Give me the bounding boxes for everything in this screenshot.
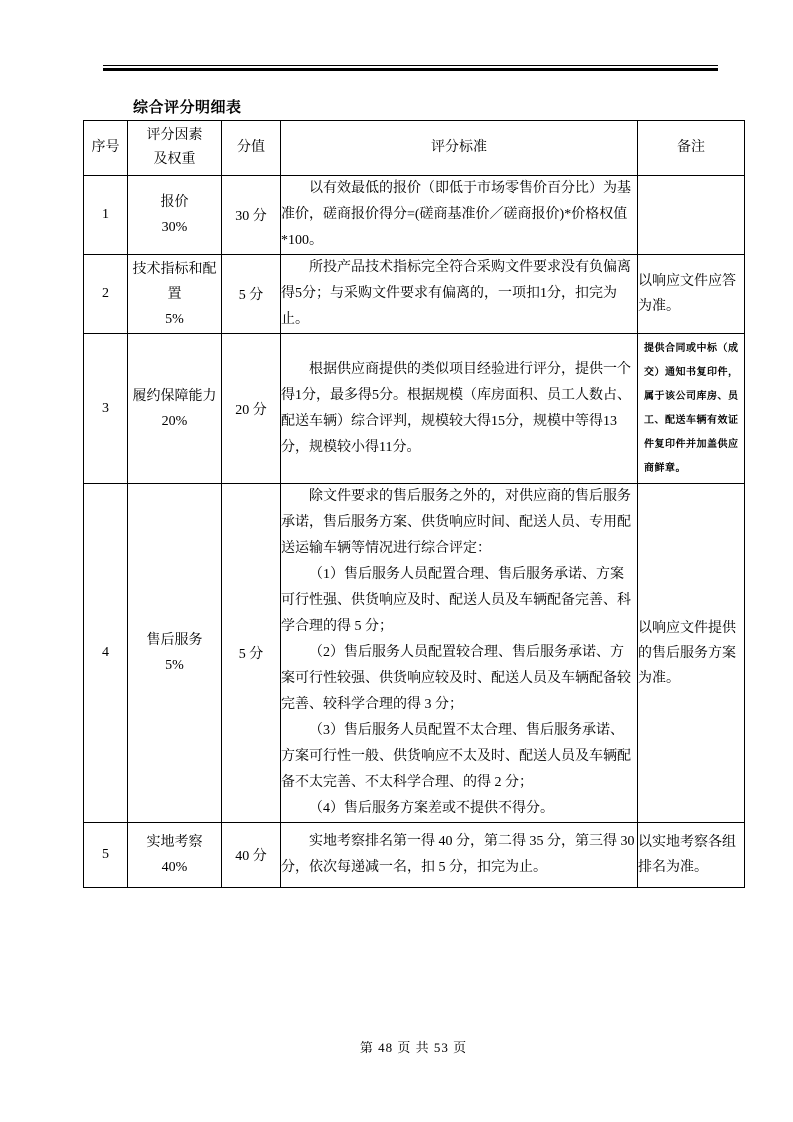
remark-cell <box>638 176 745 255</box>
criteria-paragraph: （2）售后服务人员配置较合理、售后服务承诺、方案可行性较强、供货响应较及时、配送人员及车辆配备较完善、较科学合理的得 3 分； <box>281 645 631 712</box>
header-rule-thick-line <box>103 68 718 71</box>
remark-cell: 以实地考察各组排名为准。 <box>638 823 745 888</box>
criteria-paragraph: （3）售后服务人员配置不太合理、售后服务承诺、方案可行性一般、供货响应不太及时、配送人员及车辆配备不太完善、不太科学合理、的得 2 分； <box>281 723 631 790</box>
criteria-cell <box>281 255 638 334</box>
header-rule <box>103 65 718 71</box>
table-row <box>84 176 745 255</box>
criteria-paragraph: （4）售后服务方案差或不提供不得分。 <box>309 801 554 816</box>
remark-cell: 提供合同或中标（成交）通知书复印件，属于该公司库房、员工、配送车辆有效证件复印件并加盖供应商鲜章。 <box>638 334 745 484</box>
factor-name: 技术指标和配置 <box>132 261 217 302</box>
remark-cell: 以响应文件提供的售后服务方案为准。 <box>638 484 745 823</box>
row-number: 4 <box>84 484 128 823</box>
factor-cell <box>128 484 222 823</box>
factor-weight: 30% <box>161 220 188 235</box>
criteria-cell <box>281 484 638 823</box>
table-row <box>84 823 745 888</box>
factor-name: 报价 <box>160 195 189 210</box>
score-cell: 5 分 <box>222 484 281 823</box>
factor-weight: 5% <box>165 658 184 673</box>
factor-name: 售后服务 <box>146 633 203 648</box>
table-row <box>84 255 745 334</box>
header-rule-thin-line <box>103 65 718 66</box>
row-number: 1 <box>84 176 128 255</box>
criteria-paragraph: （1）售后服务人员配置合理、售后服务承诺、方案可行性强、供货响应及时、配送人员及车辆配备完善、科学合理的得 5 分； <box>281 567 631 634</box>
factor-cell <box>128 176 222 255</box>
criteria-paragraph: 所投产品技术指标完全符合采购文件要求没有负偏离得5分；与采购文件要求有偏离的，一项扣1分，扣完为止。 <box>281 260 631 327</box>
header-criteria: 评分标准 <box>281 121 638 176</box>
factor-cell <box>128 255 222 334</box>
table-row <box>84 484 745 823</box>
header-factor <box>128 121 222 176</box>
header-remark: 备注 <box>638 121 745 176</box>
factor-cell <box>128 823 222 888</box>
criteria-paragraph: 以有效最低的报价（即低于市场零售价百分比）为基准价，磋商报价得分=(磋商基准价／磋商报价)*价格权值*100。 <box>281 181 631 248</box>
criteria-paragraph: 实地考察排名第一得 40 分，第二得 35 分，第三得 30 分，依次每递减一名，扣 5 分，扣完为止。 <box>281 834 635 875</box>
factor-weight: 5% <box>165 311 184 327</box>
criteria-paragraph: 除文件要求的售后服务之外的，对供应商的售后服务承诺，售后服务方案、供货响应时间、配送人员、专用配送运输车辆等情况进行综合评定： <box>281 489 631 556</box>
header-no: 序号 <box>84 121 128 176</box>
header-score: 分值 <box>222 121 281 176</box>
factor-cell <box>128 334 222 484</box>
score-cell: 20 分 <box>222 334 281 484</box>
row-number: 2 <box>84 255 128 334</box>
score-cell: 40 分 <box>222 823 281 888</box>
score-cell: 5 分 <box>222 255 281 334</box>
table-title: 综合评分明细表 <box>133 100 242 116</box>
factor-weight: 40% <box>161 860 188 875</box>
row-number: 3 <box>84 334 128 484</box>
factor-weight: 20% <box>161 413 188 429</box>
criteria-paragraph: 根据供应商提供的类似项目经验进行评分，提供一个得1分，最多得5分。根据规模（库房面积、员工人数占、配送车辆）综合评判，规模较大得15分，规模中等得13分，规模较小得11分。 <box>281 361 631 455</box>
criteria-cell <box>281 176 638 255</box>
table-header-row <box>84 121 745 176</box>
page-number: 第 48 页 共 53 页 <box>359 1040 468 1055</box>
factor-name: 履约保障能力 <box>132 388 217 404</box>
score-cell: 30 分 <box>222 176 281 255</box>
header-factor-line1: 评分因素 <box>146 128 203 143</box>
remark-cell: 以响应文件应答为准。 <box>638 255 745 334</box>
table-row <box>84 334 745 484</box>
factor-name: 实地考察 <box>146 835 203 850</box>
criteria-cell <box>281 823 638 888</box>
criteria-cell <box>281 334 638 484</box>
scoring-table <box>83 120 745 888</box>
header-factor-line2: 及权重 <box>153 152 196 167</box>
row-number: 5 <box>84 823 128 888</box>
